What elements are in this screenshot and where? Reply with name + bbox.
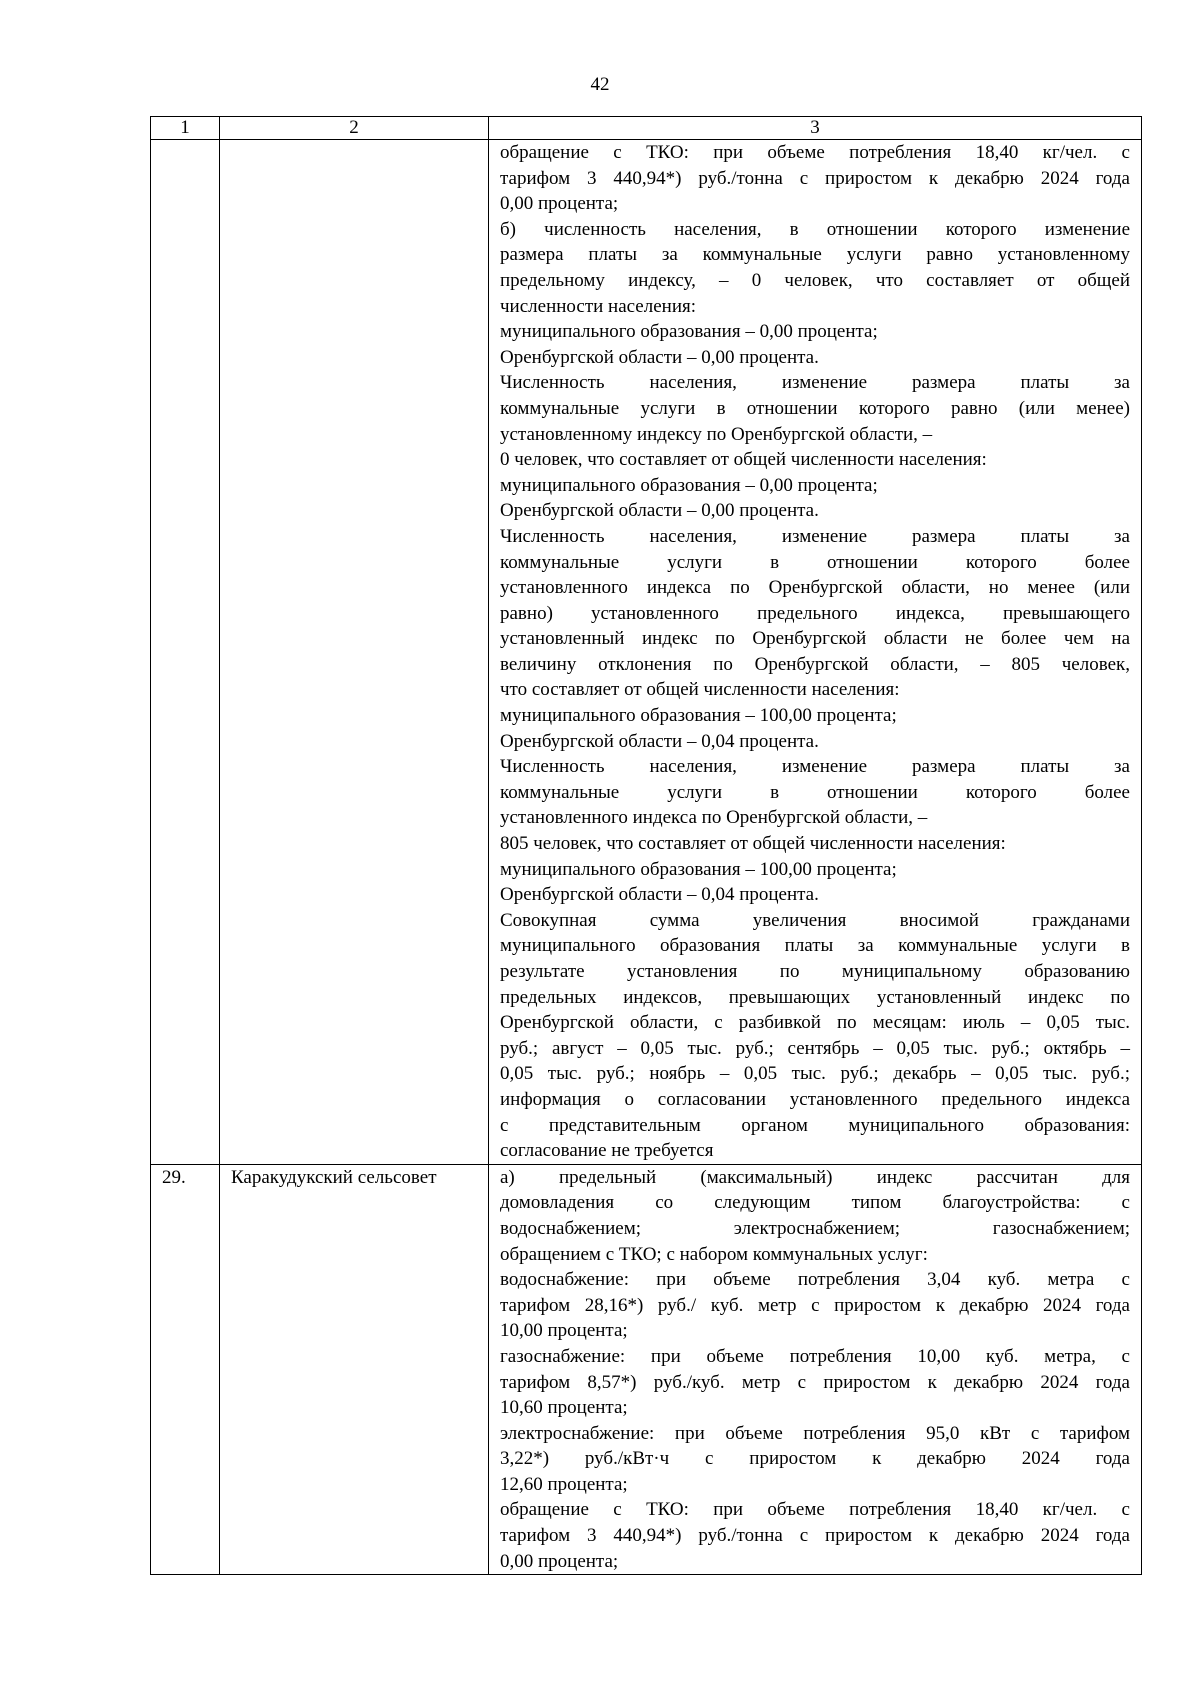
column-header-1: 1	[151, 117, 220, 140]
text-line: коммунальные услуги в отношении которого более	[500, 551, 1130, 573]
text-line: муниципального образования – 0,00 процента;	[500, 321, 878, 343]
indices-table	[150, 116, 1142, 1575]
text-line: 3,22*) руб./кВт·ч с приростом к декабрю 2024 года	[500, 1448, 1130, 1470]
text-line: газоснабжение: при объеме потребления 10,00 куб. метра, с	[500, 1345, 1130, 1367]
index-description-cell	[489, 140, 1142, 1165]
text-line: Оренбургской области – 0,04 процента.	[500, 730, 819, 752]
text-line: размера платы за коммунальные услуги равно установленному	[500, 244, 1130, 266]
text-line: обращением с ТКО; с набором коммунальных услуг:	[500, 1243, 928, 1265]
text-line: равно) установленного предельного индекса, превышающего	[500, 602, 1130, 624]
text-line: Оренбургской области – 0,04 процента.	[500, 884, 819, 906]
text-line: муниципального образования – 100,00 процента;	[500, 858, 897, 880]
text-line: Численность населения, изменение размера платы за	[500, 372, 1130, 394]
text-line: водоснабжение: при объеме потребления 3,04 куб. метра с	[500, 1269, 1130, 1291]
text-line: муниципального образования – 0,00 процента;	[500, 474, 878, 496]
text-line: Численность населения, изменение размера платы за	[500, 756, 1130, 778]
text-line: информация о согласовании установленного предельного индекса	[500, 1088, 1130, 1110]
text-line: руб.; август – 0,05 тыс. руб.; сентябрь – 0,05 тыс. руб.; октябрь –	[500, 1037, 1130, 1059]
municipality-cell: Каракудукский сельсовет	[220, 1164, 489, 1575]
table-row	[151, 1164, 1142, 1575]
text-line: коммунальные услуги в отношении которого более	[500, 781, 1130, 803]
text-line: предельному индексу, – 0 человек, что составляет от общей	[500, 269, 1130, 291]
column-header-2: 2	[220, 117, 489, 140]
text-line: коммунальные услуги в отношении которого равно (или менее)	[500, 397, 1130, 419]
text-line: что составляет от общей численности населения:	[500, 679, 900, 701]
text-line: тарифом 28,16*) руб./ куб. метр с приростом к декабрю 2024 года	[500, 1294, 1130, 1316]
text-line: 0 человек, что составляет от общей численности населения:	[500, 449, 987, 471]
text-line: установленному индексу по Оренбургской области, –	[500, 423, 933, 445]
text-line: численности населения:	[500, 295, 697, 317]
text-line: с представительным органом муниципального образования:	[500, 1114, 1130, 1136]
column-header-3: 3	[489, 117, 1142, 140]
text-line: тарифом 3 440,94*) руб./тонна с приростом к декабрю 2024 года	[500, 167, 1130, 189]
text-line: обращение с ТКО: при объеме потребления 18,40 кг/чел. с	[500, 142, 1130, 163]
row-number-cell	[151, 140, 220, 1165]
text-line: Оренбургской области – 0,00 процента.	[500, 500, 819, 522]
text-line: 0,00 процента;	[500, 1550, 619, 1572]
text-line: предельных индексов, превышающих установленный индекс по	[500, 986, 1130, 1008]
text-line: величину отклонения по Оренбургской области, – 805 человек,	[500, 653, 1130, 675]
text-line: Оренбургской области – 0,00 процента.	[500, 346, 819, 368]
text-line: 0,00 процента;	[500, 193, 619, 215]
text-line: домовладения со следующим типом благоустройства: с	[500, 1192, 1130, 1214]
text-line: 10,60 процента;	[500, 1397, 628, 1419]
text-line: тарифом 3 440,94*) руб./тонна с приростом к декабрю 2024 года	[500, 1525, 1130, 1547]
text-line: результате установления по муниципальному образованию	[500, 961, 1130, 982]
row-number-cell: 29.	[151, 1164, 220, 1575]
text-line: электроснабжение: при объеме потребления 95,0 кВт с тарифом	[500, 1422, 1130, 1444]
index-description-cell	[489, 1164, 1142, 1575]
text-line: б) численность населения, в отношении которого изменение	[500, 218, 1130, 240]
text-line: согласование не требуется	[500, 1140, 714, 1162]
text-line: установленного индекса по Оренбургской области, –	[500, 807, 928, 829]
text-line: Совокупная сумма увеличения вносимой гражданами	[500, 909, 1130, 931]
table-row	[151, 140, 1142, 1165]
text-line: 0,05 тыс. руб.; ноябрь – 0,05 тыс. руб.; декабрь – 0,05 тыс. руб.;	[500, 1063, 1130, 1085]
text-line: Численность населения, изменение размера платы за	[500, 525, 1130, 547]
table-header-row	[151, 117, 1142, 140]
text-line: 805 человек, что составляет от общей численности населения:	[500, 833, 1006, 855]
text-line: водоснабжением; электроснабжением; газоснабжением;	[500, 1217, 1130, 1239]
text-line: 12,60 процента;	[500, 1473, 628, 1495]
page-number: 42	[590, 74, 610, 95]
text-line: Оренбургской области, с разбивкой по месяцам: июль – 0,05 тыс.	[500, 1012, 1130, 1034]
text-line: муниципального образования платы за коммунальные услуги в	[500, 935, 1130, 957]
text-line: установленного индекса по Оренбургской области, но менее (или	[500, 577, 1130, 599]
text-line: а) предельный (максимальный) индекс рассчитан для	[500, 1166, 1130, 1188]
text-line: муниципального образования – 100,00 процента;	[500, 705, 897, 727]
municipality-cell	[220, 140, 489, 1165]
text-line: обращение с ТКО: при объеме потребления 18,40 кг/чел. с	[500, 1499, 1130, 1521]
text-line: 10,00 процента;	[500, 1320, 628, 1342]
text-line: тарифом 8,57*) руб./куб. метр с приростом к декабрю 2024 года	[500, 1371, 1130, 1393]
text-line: установленный индекс по Оренбургской области не более чем на	[500, 628, 1130, 650]
